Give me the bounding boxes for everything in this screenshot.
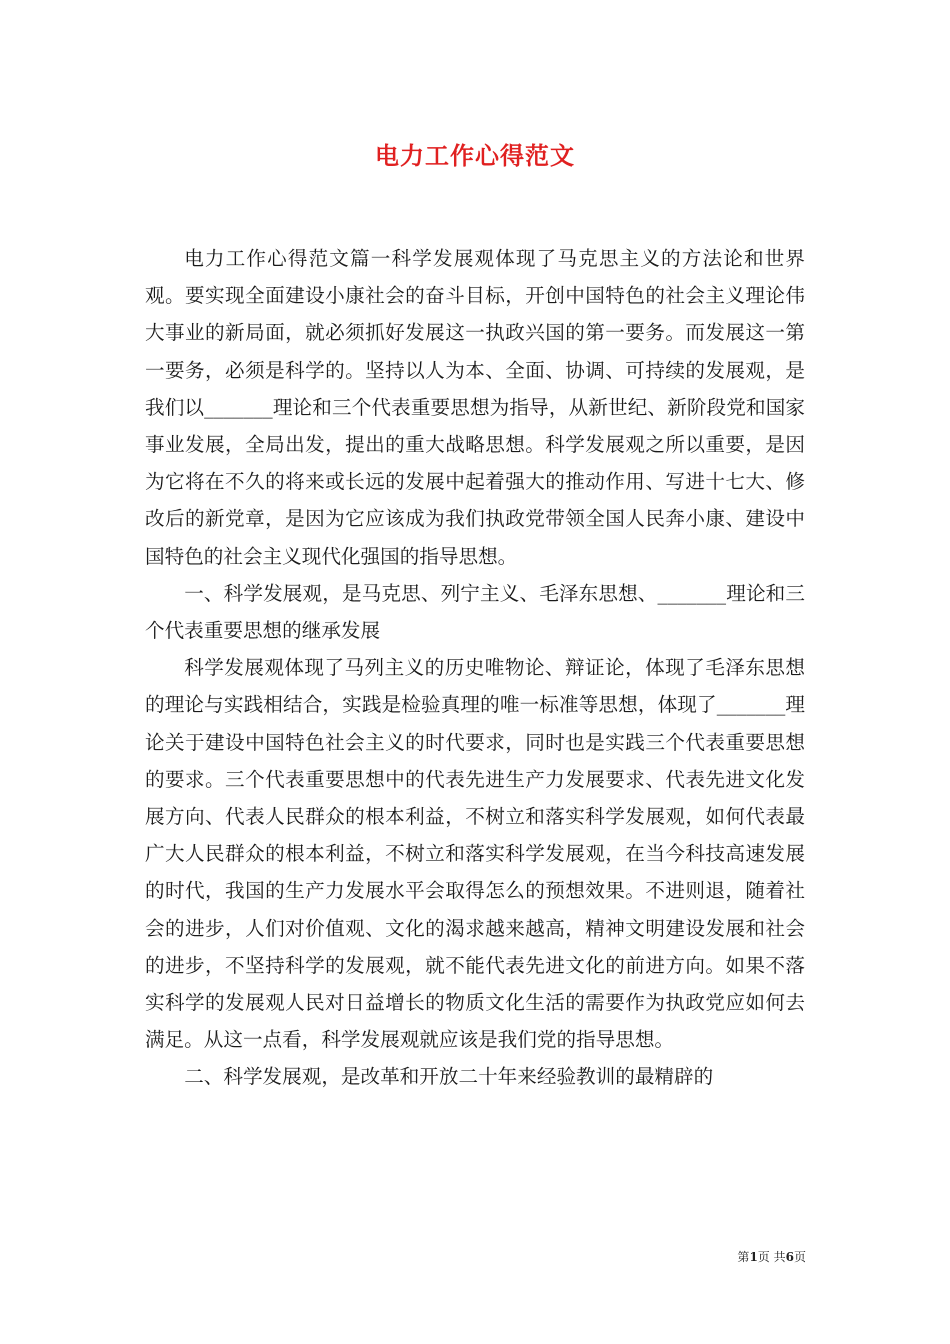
current-page-number: 1 (749, 1250, 758, 1264)
section-heading-1: 一、科学发展观，是马克思、列宁主义、毛泽东思想、_______理论和三个代表重要思想的继承发展 (145, 581, 805, 643)
footer-prefix: 第 (737, 1250, 750, 1264)
section-heading-2: 二、科学发展观，是改革和开放二十年来经验教训的最精辟的 (184, 1065, 714, 1089)
document-body (145, 240, 805, 1096)
paragraph-section-1: 科学发展观体现了马列主义的历史唯物论、辩证论，体现了毛泽东思想的理论与实践相结合，实践是检验真理的唯一标准等思想，体现了_______理论关于建设中国特色社会主义的时代要求，同时也是实践三个代表重要思想的要求。三个代表重要思想中的代表先进生产力发展要求、代表先进文化发展方向、代表人民群众的根本利益，不树立和落实科学发展观，如何代表最广大人民群众的根本利益，不树立和落实科学发展观，在当今科技高速发展的时代，我国的生产力发展水平会取得怎么的预想效果。不进则退，随着社会的进步，人们对价值观、文化的渴求越来越高，精神文明建设发展和社会的进步，不坚持科学的发展观，就不能代表先进文化的前进方向。如果不落实科学的发展观人民对日益增长的物质文化生活的需要作为执政党应如何去满足。从这一点看，科学发展观就应该是我们党的指导思想。 (145, 656, 805, 1052)
total-page-number: 6 (785, 1250, 794, 1264)
footer-suffix: 页 (793, 1250, 806, 1264)
page-title: 电力工作心得范文 (375, 141, 575, 170)
footer-middle: 页 共 (757, 1250, 786, 1264)
page-number-footer (737, 1248, 806, 1265)
paragraph-intro: 电力工作心得范文篇一科学发展观体现了马克思主义的方法论和世界观。要实现全面建设小康社会的奋斗目标，开创中国特色的社会主义理论伟大事业的新局面，就必须抓好发展这一执政兴国的第一要务。而发展这一第一要务，必须是科学的。坚持以人为本、全面、协调、可持续的发展观，是我们以_______理论和三个代表重要思想为指导，从新世纪、新阶段党和国家事业发展，全局出发，提出的重大战略思想。科学发展观之所以重要，是因为它将在不久的将来或长远的发展中起着强大的推动作用、写进十七大、修改后的新党章，是因为它应该成为我们执政党带领全国人民奔小康、建设中国特色的社会主义现代化强国的指导思想。 (145, 247, 805, 568)
